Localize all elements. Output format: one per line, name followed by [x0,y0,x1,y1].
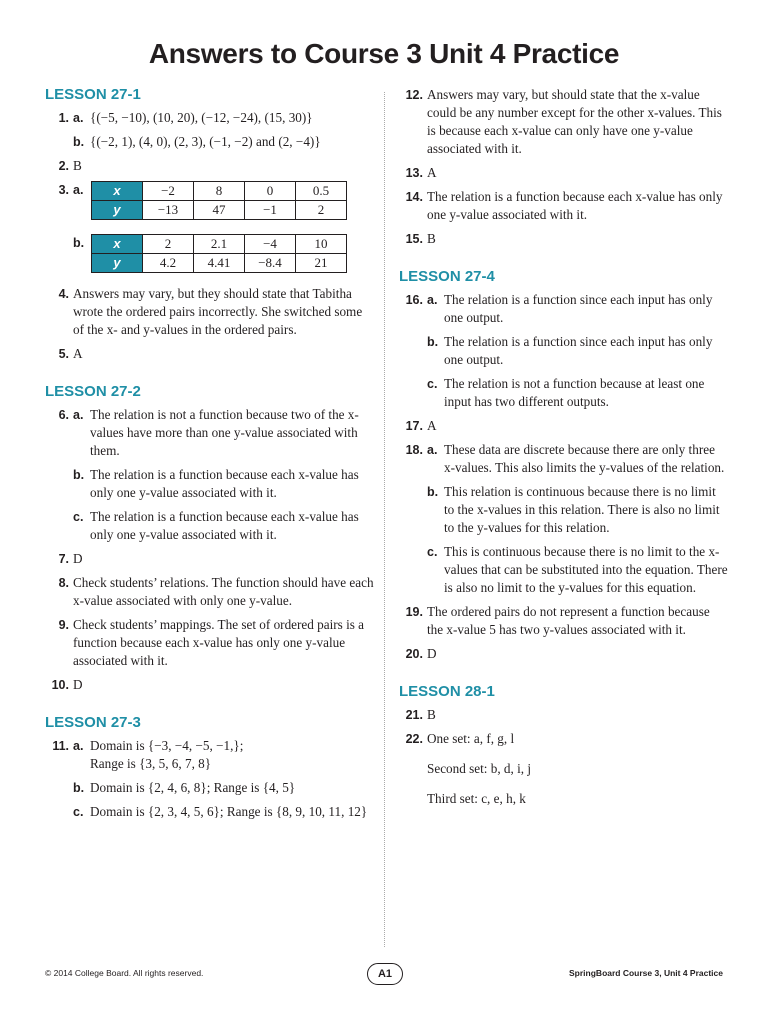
question-number: 17. [405,419,423,433]
table-cell: 0 [245,182,296,201]
answer-text: This is continuous because there is no limit to the x-values that can be substituted into the equation. There is also no limit to the y-values for this equation. [444,544,728,595]
table-header-x: x [92,182,143,201]
question-9 [45,616,375,670]
table-cell: −1 [245,201,296,220]
part-letter: c. [427,377,438,391]
table-header-y: y [92,254,143,273]
answer-text: The relation is a function because each x-value has only one y-value associated with it. [90,467,359,500]
question-3 [45,181,375,273]
table-row-x [92,182,347,201]
answer-text: Domain is {2, 3, 4, 5, 6}; Range is {8, 9, 10, 11, 12} [90,804,368,819]
answer-text: {(−5, −10), (10, 20), (−12, −24), (15, 30)} [90,110,313,125]
answer-6c [73,508,375,544]
table-cell: 10 [296,235,347,254]
question-1 [45,109,375,151]
answer-11c [73,803,375,821]
question-number: 13. [405,166,423,180]
table-cell: 4.41 [194,254,245,273]
answer-text: The relation is not a function because two of the x-values have more than one y-value associated with them. [90,407,359,458]
question-19 [399,603,729,639]
question-13 [399,164,729,182]
question-17 [399,417,729,435]
answer-text: Answers may vary, but should state that the x-value could be any number except for the other x-values. This is because each x-value can only have one y-value associated with it. [427,87,722,156]
question-6 [45,406,375,544]
question-8 [45,574,375,610]
question-number: 20. [405,647,423,661]
part-letter: c. [73,510,84,524]
page-title: Answers to Course 3 Unit 4 Practice [148,38,620,69]
question-2 [45,157,375,175]
lesson-heading-28-1: LESSON 28-1 [399,683,495,700]
spacer [399,669,729,683]
answer-text-line-2: Range is {3, 5, 6, 7, 8} [90,756,212,771]
question-number: 11. [52,739,69,753]
answer-text: B [73,158,82,173]
part-letter: b. [427,485,439,499]
part-letter: b. [73,468,85,482]
question-20 [399,645,729,663]
question-16 [399,291,729,411]
lesson-heading-27-3: LESSON 27-3 [45,714,141,731]
answer-text: D [73,551,83,566]
table-row-y [92,201,347,220]
spacer [399,254,729,268]
answer-text-line-1: One set: a, f, g, l [427,731,515,746]
question-11 [45,737,375,821]
question-12 [399,86,729,158]
spacer [45,369,375,383]
right-column [399,86,729,814]
part-letter: a. [73,408,84,422]
question-number: 7. [58,552,69,566]
lesson-heading-27-1: LESSON 27-1 [45,86,141,103]
xy-table-3a [91,181,347,220]
part-letter: a. [73,111,84,125]
question-number: 9. [58,618,69,632]
question-number: 21. [405,708,423,722]
question-number: 8. [58,576,69,590]
table-cell: −4 [245,235,296,254]
column-divider [384,92,385,947]
part-letter: b. [427,335,439,349]
answer-text-line-3: Third set: c, e, h, k [427,791,526,806]
question-number: 19. [405,605,423,619]
answer-text: The relation is a function since each input has only one output. [444,292,713,325]
spacer [45,700,375,714]
table-cell: 2 [296,201,347,220]
question-number: 12. [405,88,423,102]
answer-18c [427,543,729,597]
answer-text: The relation is not a function because at least one input has two different outputs. [444,376,705,409]
table-row-y [92,254,347,273]
answer-18a [427,441,729,477]
question-7 [45,550,375,568]
answer-6a [73,406,375,460]
answer-text: The ordered pairs do not represent a function because the x-value 5 has two y-values associated with it. [427,604,710,637]
answer-text: These data are discrete because there are only three x-values. This also limits the y-values of the relation. [444,442,725,475]
answer-1b [73,133,375,151]
answer-text: D [427,646,437,661]
question-number: 5. [58,347,69,361]
answer-text: Check students’ relations. The function should have each x-value associated with only one y-value. [73,575,374,608]
part-letter: b. [73,135,85,149]
question-15 [399,230,729,248]
table-cell: −13 [143,201,194,220]
answer-text: B [427,707,436,722]
question-number: 1. [58,111,69,125]
question-4 [45,285,375,339]
answer-text: The relation is a function because each x-value has only one y-value associated with it. [90,509,359,542]
xy-table-3b [91,234,347,273]
answer-text: B [427,231,436,246]
answer-18b [427,483,729,537]
answer-16c [427,375,729,411]
question-number: 14. [405,190,423,204]
table-cell: 47 [194,201,245,220]
part-letter: b. [73,781,85,795]
book-title-footer: SpringBoard Course 3, Unit 4 Practice [569,968,723,978]
answer-text: A [427,418,437,433]
question-18 [399,441,729,597]
part-letter: a. [427,443,438,457]
copyright-notice: © 2014 College Board. All rights reserved. [45,968,204,978]
page-number-badge: A1 [367,963,403,985]
answer-text-line-1: Domain is {−3, −4, −5, −1,}; [90,738,244,753]
table-cell: 8 [194,182,245,201]
table-cell: 21 [296,254,347,273]
part-letter: a. [427,293,438,307]
question-5 [45,345,375,363]
question-14 [399,188,729,224]
table-row-x [92,235,347,254]
answer-text-line-2: Second set: b, d, i, j [427,761,532,776]
table-cell: 2.1 [194,235,245,254]
table-header-x: x [92,235,143,254]
question-number: 2. [58,159,69,173]
answer-11b [73,779,375,797]
answer-1a [73,109,375,127]
part-letter: b. [73,236,85,250]
answer-6b [73,466,375,502]
answer-text: The relation is a function because each x-value has only one y-value associated with it. [427,189,723,222]
question-22 [399,730,729,808]
answer-text: {(−2, 1), (4, 0), (2, 3), (−1, −2) and (2, −4)} [90,134,321,149]
table-cell: 0.5 [296,182,347,201]
answer-text: Domain is {2, 4, 6, 8}; Range is {4, 5} [90,780,296,795]
left-column [45,86,375,827]
question-number: 16. [405,293,423,307]
answer-text: A [73,346,83,361]
question-number: 10. [51,678,69,692]
answer-16b [427,333,729,369]
table-cell: 2 [143,235,194,254]
question-21 [399,706,729,724]
answer-16a [427,291,729,327]
answer-11a [73,737,375,773]
part-letter: c. [427,545,438,559]
question-number: 4. [58,287,69,301]
lesson-heading-27-4: LESSON 27-4 [399,268,495,285]
answer-text: D [73,677,83,692]
question-number: 3. [58,183,69,197]
question-number: 6. [58,408,69,422]
answer-text: Check students’ mappings. The set of ordered pairs is a function because each x-value has only one y-value associated with it. [73,617,365,668]
table-cell: −8.4 [245,254,296,273]
part-letter: a. [73,183,84,197]
lesson-heading-27-2: LESSON 27-2 [45,383,141,400]
answer-text: The relation is a function since each input has only one output. [444,334,713,367]
part-letter: c. [73,805,84,819]
part-letter: a. [73,739,84,753]
answer-3a [73,181,375,220]
table-header-y: y [92,201,143,220]
question-number: 15. [405,232,423,246]
question-number: 18. [405,443,423,457]
question-10 [45,676,375,694]
answer-3b [73,234,375,273]
answer-text: A [427,165,437,180]
question-number: 22. [405,732,423,746]
answer-text: This relation is continuous because there is no limit to the x-values in this relation. There is also no limit to the y-values for this relation. [444,484,720,535]
table-cell: −2 [143,182,194,201]
answer-text: Answers may vary, but they should state that Tabitha wrote the ordered pairs incorrectly. She switched some of the x- and y-values in the ordered pairs. [73,286,363,337]
table-cell: 4.2 [143,254,194,273]
